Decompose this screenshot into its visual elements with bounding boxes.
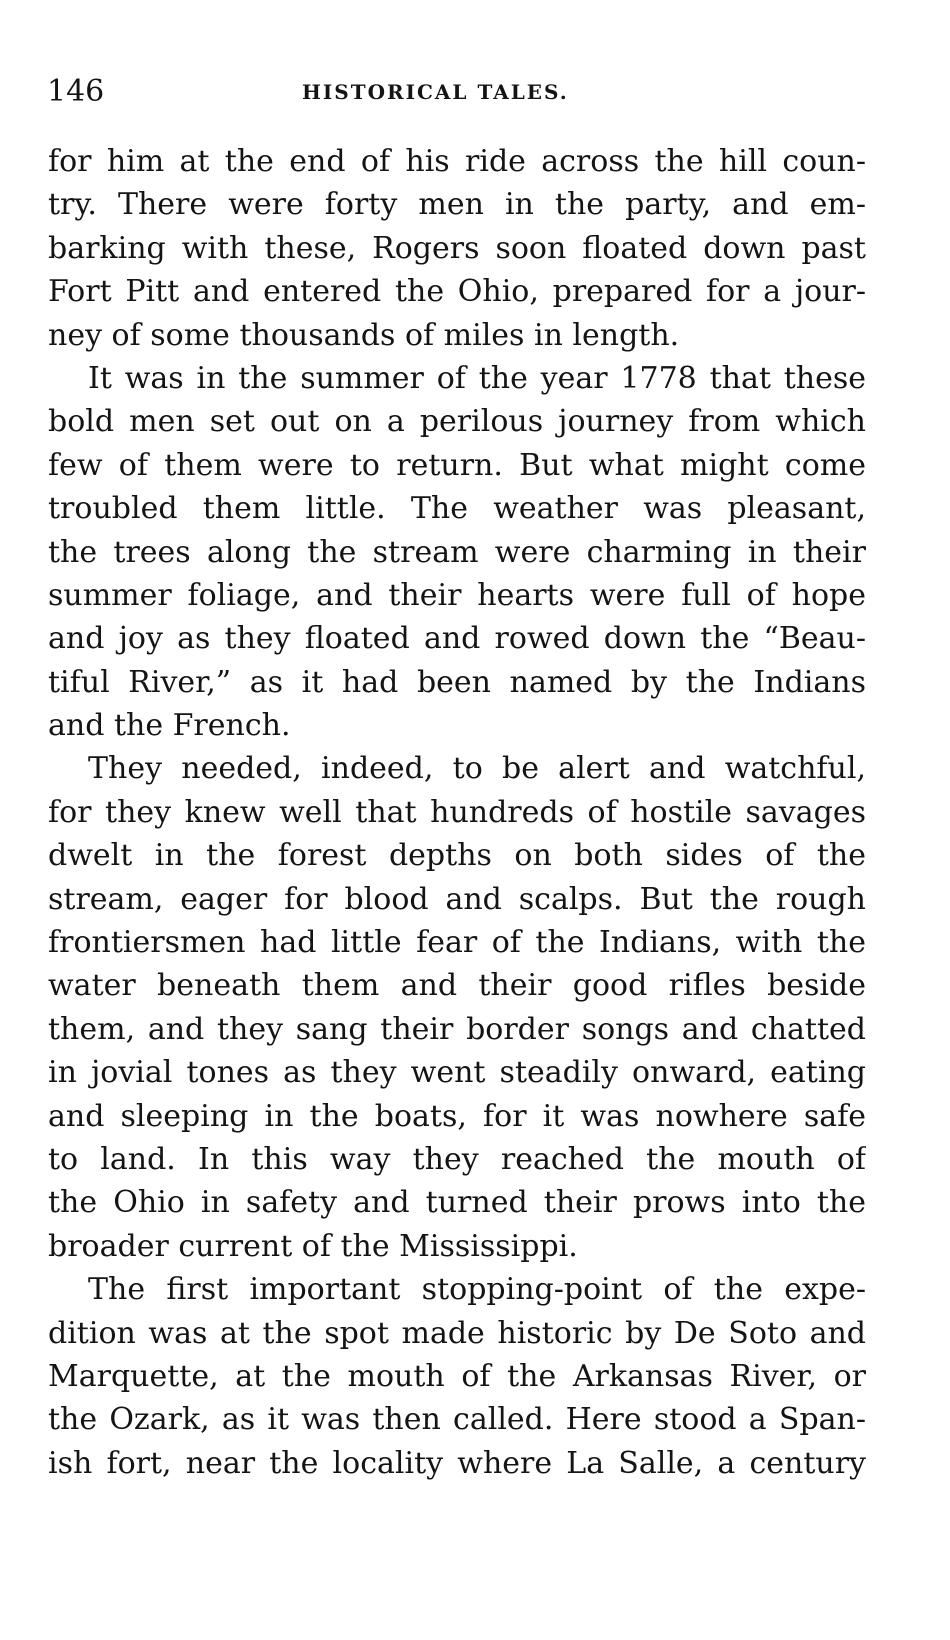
text-line: Fort Pitt and entered the Ohio, prepared for a jour-: [48, 274, 866, 310]
text-line: try. There were forty men in the party, and em-: [48, 187, 866, 223]
text-line: summer foliage, and their hearts were full of hope: [48, 577, 866, 613]
text-line: and sleeping in the boats, for it was nowhere safe: [48, 1098, 866, 1134]
paragraph-2: [48, 357, 866, 748]
text-line: ney of some thousands of miles in length.: [48, 317, 680, 353]
text-line: them, and they sang their border songs and chatted: [48, 1011, 866, 1047]
text-line: frontiersmen had little fear of the Indians, with the: [48, 925, 866, 961]
paragraph-3: [48, 747, 866, 1268]
text-line: the trees along the stream were charming in their: [48, 534, 866, 570]
page-number: 146: [47, 74, 105, 109]
text-line: and the French.: [48, 708, 291, 744]
text-line: for they knew well that hundreds of hostile savages: [48, 794, 866, 830]
running-head: HISTORICAL TALES.: [302, 80, 569, 104]
text-line: ish fort, near the locality where La Salle, a century: [48, 1445, 866, 1481]
text-line: tiful River,” as it had been named by the Indians: [48, 664, 866, 700]
text-line: dition was at the spot made historic by De Soto and: [48, 1315, 866, 1351]
text-line: and joy as they floated and rowed down the “Beau-: [48, 621, 866, 657]
text-line: barking with these, Rogers soon floated down past: [48, 230, 866, 266]
text-line: The first important stopping-point of the expe-: [88, 1272, 866, 1308]
body-text: [48, 140, 866, 1485]
text-line: dwelt in the forest depths on both sides of the: [48, 838, 866, 874]
text-line: stream, eager for blood and scalps. But the rough: [48, 881, 866, 917]
text-line: water beneath them and their good rifles beside: [48, 968, 866, 1004]
text-line: to land. In this way they reached the mouth of: [48, 1141, 866, 1177]
page-header: [47, 72, 877, 112]
text-line: in jovial tones as they went steadily onward, eating: [48, 1055, 866, 1091]
paragraph-4: [48, 1268, 866, 1485]
paragraph-1: [48, 140, 866, 357]
text-line: the Ozark, as it was then called. Here stood a Span-: [48, 1402, 866, 1438]
text-line: few of them were to return. But what might come: [48, 447, 866, 483]
text-line: bold men set out on a perilous journey from which: [48, 404, 866, 440]
text-line: broader current of the Mississippi.: [48, 1228, 578, 1264]
text-line: It was in the summer of the year 1778 that these: [88, 360, 866, 396]
text-line: Marquette, at the mouth of the Arkansas River, or: [48, 1358, 866, 1394]
text-line: They needed, indeed, to be alert and watchful,: [88, 751, 866, 787]
text-line: for him at the end of his ride across the hill coun-: [48, 144, 866, 179]
text-line: troubled them little. The weather was pleasant,: [48, 491, 866, 527]
text-line: the Ohio in safety and turned their prows into the: [48, 1185, 866, 1221]
